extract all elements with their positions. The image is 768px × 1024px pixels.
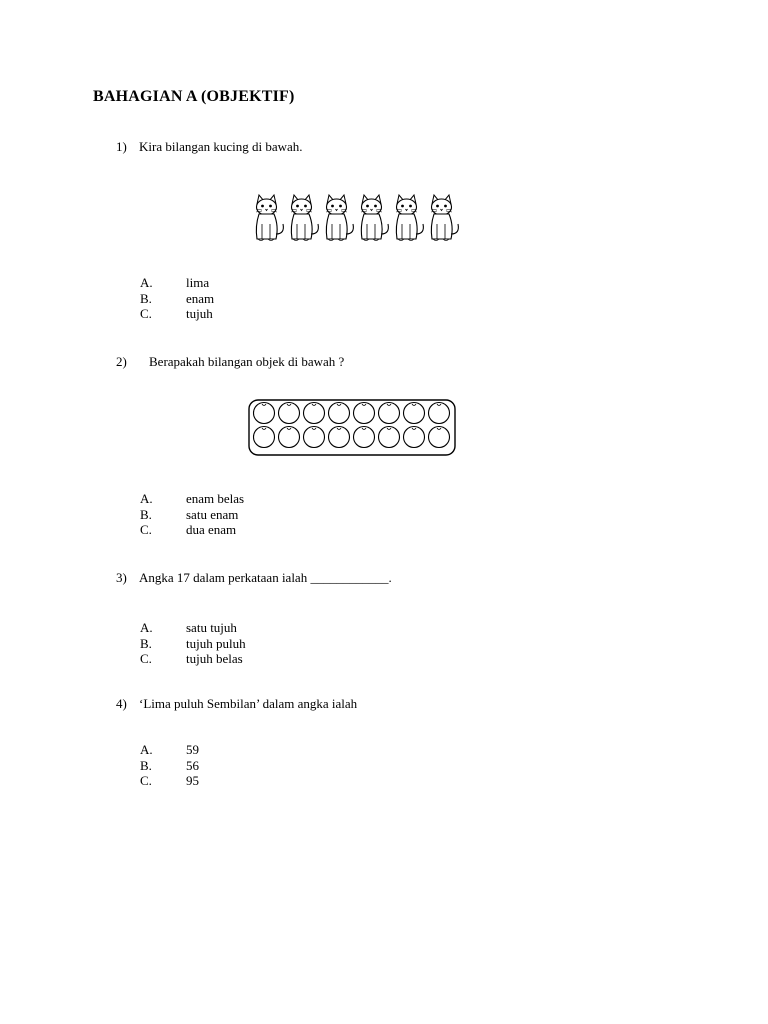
orange-icon — [354, 403, 375, 424]
question-number: 1) — [116, 139, 127, 154]
section-title: BAHAGIAN A (OBJEKTIF) — [93, 88, 295, 105]
question-text: Berapakah bilangan objek di bawah ? — [149, 354, 345, 369]
question-text: Kira bilangan kucing di bawah. — [139, 139, 303, 154]
oranges-tray-illustration — [248, 399, 458, 457]
orange-icon — [329, 403, 350, 424]
cat-icon — [361, 195, 388, 241]
option-text: enam belas — [186, 491, 245, 506]
orange-icon — [254, 427, 275, 448]
orange-icon — [304, 403, 325, 424]
cats-illustration — [248, 190, 464, 246]
question-number: 3) — [116, 570, 127, 585]
orange-icon — [279, 403, 300, 424]
cat-icon — [291, 195, 318, 241]
option-text: 95 — [186, 773, 199, 788]
orange-icon — [429, 427, 450, 448]
option-text: satu enam — [186, 506, 239, 522]
option-letter: B. — [140, 506, 152, 522]
cat-icon — [326, 195, 353, 241]
orange-icon — [279, 427, 300, 448]
option-text: tujuh — [186, 306, 213, 321]
option-letter: A. — [140, 275, 153, 290]
option-letter: C. — [140, 773, 152, 788]
question-number: 2) — [116, 354, 127, 369]
option-text: enam — [186, 290, 215, 306]
oranges-svg — [248, 399, 458, 457]
option-letter: A. — [140, 620, 153, 635]
orange-icon — [254, 403, 275, 424]
cat-icon — [256, 195, 283, 241]
orange-icon — [379, 403, 400, 424]
question-number: 4) — [116, 696, 127, 711]
option-letter: A. — [140, 491, 153, 506]
option-letter: B. — [140, 635, 152, 651]
orange-icon — [304, 427, 325, 448]
option-text: tujuh puluh — [186, 635, 246, 651]
orange-icon — [404, 427, 425, 448]
option-letter: C. — [140, 651, 152, 666]
orange-icon — [379, 427, 400, 448]
option-text: satu tujuh — [186, 620, 237, 635]
question-text: Angka 17 dalam perkataan ialah ____________. — [139, 570, 392, 585]
cats-group — [256, 195, 458, 241]
option-text: 56 — [186, 757, 199, 773]
option-text: lima — [186, 275, 210, 290]
option-letter: B. — [140, 290, 152, 306]
option-letter: C. — [140, 522, 152, 537]
question-text: ‘Lima puluh Sembilan’ dalam angka ialah — [139, 696, 358, 711]
orange-icon — [404, 403, 425, 424]
orange-icon — [354, 427, 375, 448]
orange-icon — [429, 403, 450, 424]
cat-icon — [431, 195, 458, 241]
option-text: dua enam — [186, 522, 237, 537]
option-text: tujuh belas — [186, 651, 243, 666]
option-letter: A. — [140, 742, 153, 757]
option-letter: C. — [140, 306, 152, 321]
cats-svg — [248, 190, 464, 246]
option-letter: B. — [140, 757, 152, 773]
cat-icon — [396, 195, 423, 241]
option-text: 59 — [186, 742, 199, 757]
orange-icon — [329, 427, 350, 448]
